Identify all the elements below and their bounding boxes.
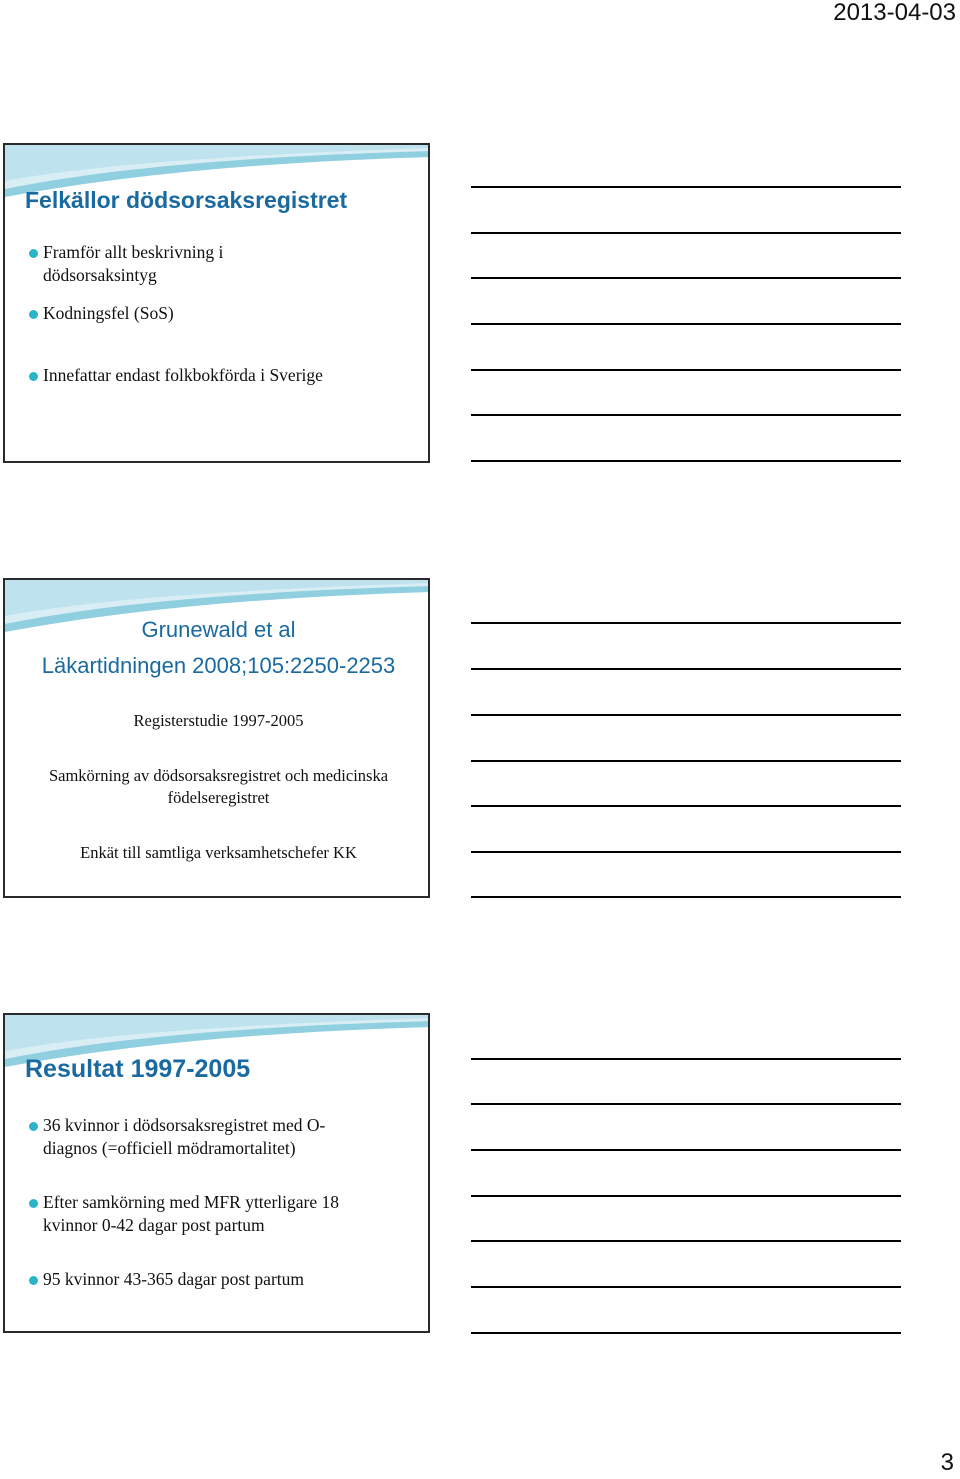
slide-2 xyxy=(3,578,430,898)
bullet-item: Kodningsfel (SoS) xyxy=(25,302,418,325)
slide-3 xyxy=(3,1013,430,1333)
slide-title-citation: Läkartidningen 2008;105:2250-2253 xyxy=(41,653,396,678)
note-line xyxy=(471,1332,901,1334)
slide-title-author: Grunewald et al xyxy=(141,617,296,642)
bullet-icon xyxy=(29,249,38,258)
note-line xyxy=(471,1286,901,1288)
note-line xyxy=(471,760,901,762)
note-line xyxy=(471,714,901,716)
print-date: 2013-04-03 xyxy=(833,0,956,26)
note-line xyxy=(471,1058,901,1060)
note-line xyxy=(471,460,901,462)
bullet-item: Framför allt beskrivning i dödsorsaksintyg xyxy=(25,241,283,287)
note-line xyxy=(471,277,901,279)
note-line xyxy=(471,414,901,416)
bullet-icon xyxy=(29,1122,38,1131)
bullet-item: Innefattar endast folkbokförda i Sverige xyxy=(25,364,418,387)
note-line xyxy=(471,1240,901,1242)
note-line xyxy=(471,668,901,670)
note-line xyxy=(471,1103,901,1105)
bullet-icon xyxy=(29,372,38,381)
bullet-item: Efter samkörning med MFR ytterligare 18 kvinnor 0-42 dagar post partum xyxy=(25,1191,378,1237)
bullet-icon xyxy=(29,1276,38,1285)
bullet-item: 36 kvinnor i dödsorsaksregistret med O-diagnos (=officiell mödramortalitet) xyxy=(25,1114,373,1160)
bullet-icon xyxy=(29,1199,38,1208)
slide-paragraph: Registerstudie 1997-2005 xyxy=(133,711,304,730)
note-line xyxy=(471,232,901,234)
note-line xyxy=(471,323,901,325)
slide-title: Felkällor dödsorsaksregistret xyxy=(25,187,348,213)
note-line xyxy=(471,186,901,188)
bullet-list xyxy=(25,1114,418,1291)
note-line xyxy=(471,369,901,371)
note-line xyxy=(471,1149,901,1151)
note-line xyxy=(471,851,901,853)
bullet-icon xyxy=(29,310,38,319)
note-line xyxy=(471,896,901,898)
slide-1 xyxy=(3,143,430,463)
slide-title: Resultat 1997-2005 xyxy=(25,1055,251,1083)
note-line xyxy=(471,622,901,624)
note-line xyxy=(471,805,901,807)
bullet-list xyxy=(25,241,418,387)
slide-paragraph: Samkörning av dödsorsaksregistret och medicinska födelseregistret xyxy=(48,766,389,807)
bullet-item: 95 kvinnor 43-365 dagar post partum xyxy=(25,1268,418,1291)
slide-paragraph: Enkät till samtliga verksamhetschefer KK xyxy=(80,843,357,862)
note-line xyxy=(471,1195,901,1197)
page-number: 3 xyxy=(940,1449,954,1476)
